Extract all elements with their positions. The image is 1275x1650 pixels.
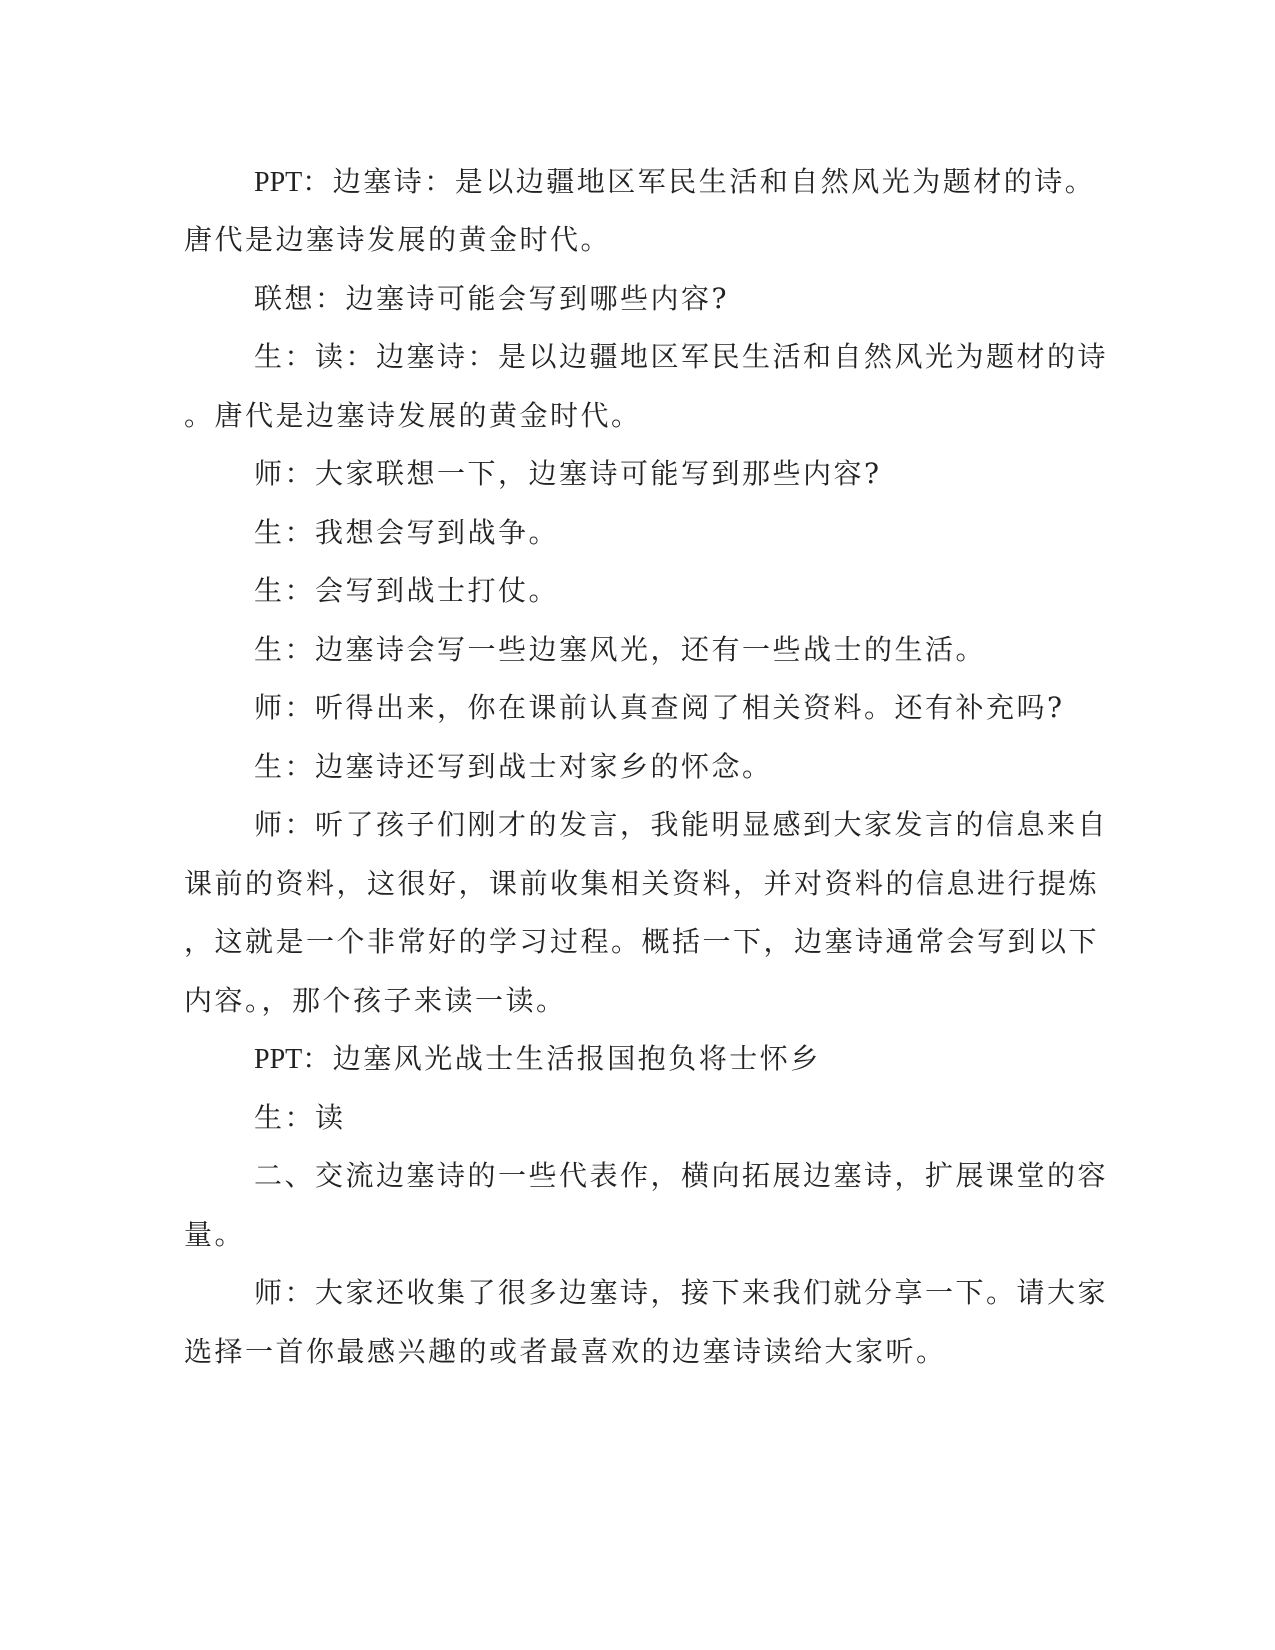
paragraph-teacher-followup: 师：听得出来，你在课前认真查阅了相关资料。还有补充吗? bbox=[254, 691, 1065, 724]
paragraph-association-prompt: 联想：边塞诗可能会写到哪些内容? bbox=[254, 282, 730, 315]
paragraph-student-answer-1: 生：我想会写到战争。 bbox=[254, 516, 560, 549]
paragraph-student-reads: 生：读 bbox=[254, 1101, 346, 1134]
paragraph-ppt-topics bbox=[254, 1039, 821, 1079]
paragraph-student-reads-line-1: 生：读：边塞诗：是以边疆地区军民生活和自然风光为题材的诗 bbox=[254, 340, 1109, 373]
paragraph-ppt-definition-line-1 bbox=[254, 162, 1095, 202]
paragraph-student-reads-line-2: 。唐代是边塞诗发展的黄金时代。 bbox=[184, 399, 642, 432]
ppt-topics-text: ：边塞风光战士生活报国抱负将士怀乡 bbox=[302, 1042, 821, 1075]
paragraph-teacher-share-line-2: 选择一首你最感兴趣的或者最喜欢的边塞诗读给大家听。 bbox=[184, 1335, 947, 1368]
ppt-definition-text: ：边塞诗：是以边疆地区军民生活和自然风光为题材的诗。 bbox=[302, 165, 1096, 198]
paragraph-teacher-summary-line-4: 内容。，那个孩子来读一读。 bbox=[184, 984, 567, 1017]
section-heading-line-1: 二、交流边塞诗的一些代表作，横向拓展边塞诗，扩展课堂的容 bbox=[254, 1159, 1109, 1192]
ppt-label: PPT bbox=[254, 167, 303, 198]
paragraph-teacher-share-line-1: 师：大家还收集了很多边塞诗，接下来我们就分享一下。请大家 bbox=[254, 1276, 1109, 1309]
paragraph-student-answer-4: 生：边塞诗还写到战士对家乡的怀念。 bbox=[254, 750, 773, 783]
paragraph-teacher-question: 师：大家联想一下，边塞诗可能写到那些内容? bbox=[254, 457, 882, 490]
paragraph-teacher-summary-line-1: 师：听了孩子们刚才的发言，我能明显感到大家发言的信息来自 bbox=[254, 808, 1109, 841]
ppt-label: PPT bbox=[254, 1044, 303, 1075]
paragraph-teacher-summary-line-3: ，这就是一个非常好的学习过程。概括一下，边塞诗通常会写到以下 bbox=[184, 925, 1100, 958]
paragraph-teacher-summary-line-2: 课前的资料，这很好，课前收集相关资料，并对资料的信息进行提炼 bbox=[184, 867, 1100, 900]
section-heading-line-2: 量。 bbox=[184, 1218, 246, 1251]
paragraph-student-answer-2: 生：会写到战士打仗。 bbox=[254, 574, 560, 607]
paragraph-student-answer-3: 生：边塞诗会写一些边塞风光，还有一些战士的生活。 bbox=[254, 633, 987, 666]
paragraph-ppt-definition-line-2: 唐代是边塞诗发展的黄金时代。 bbox=[184, 223, 612, 256]
